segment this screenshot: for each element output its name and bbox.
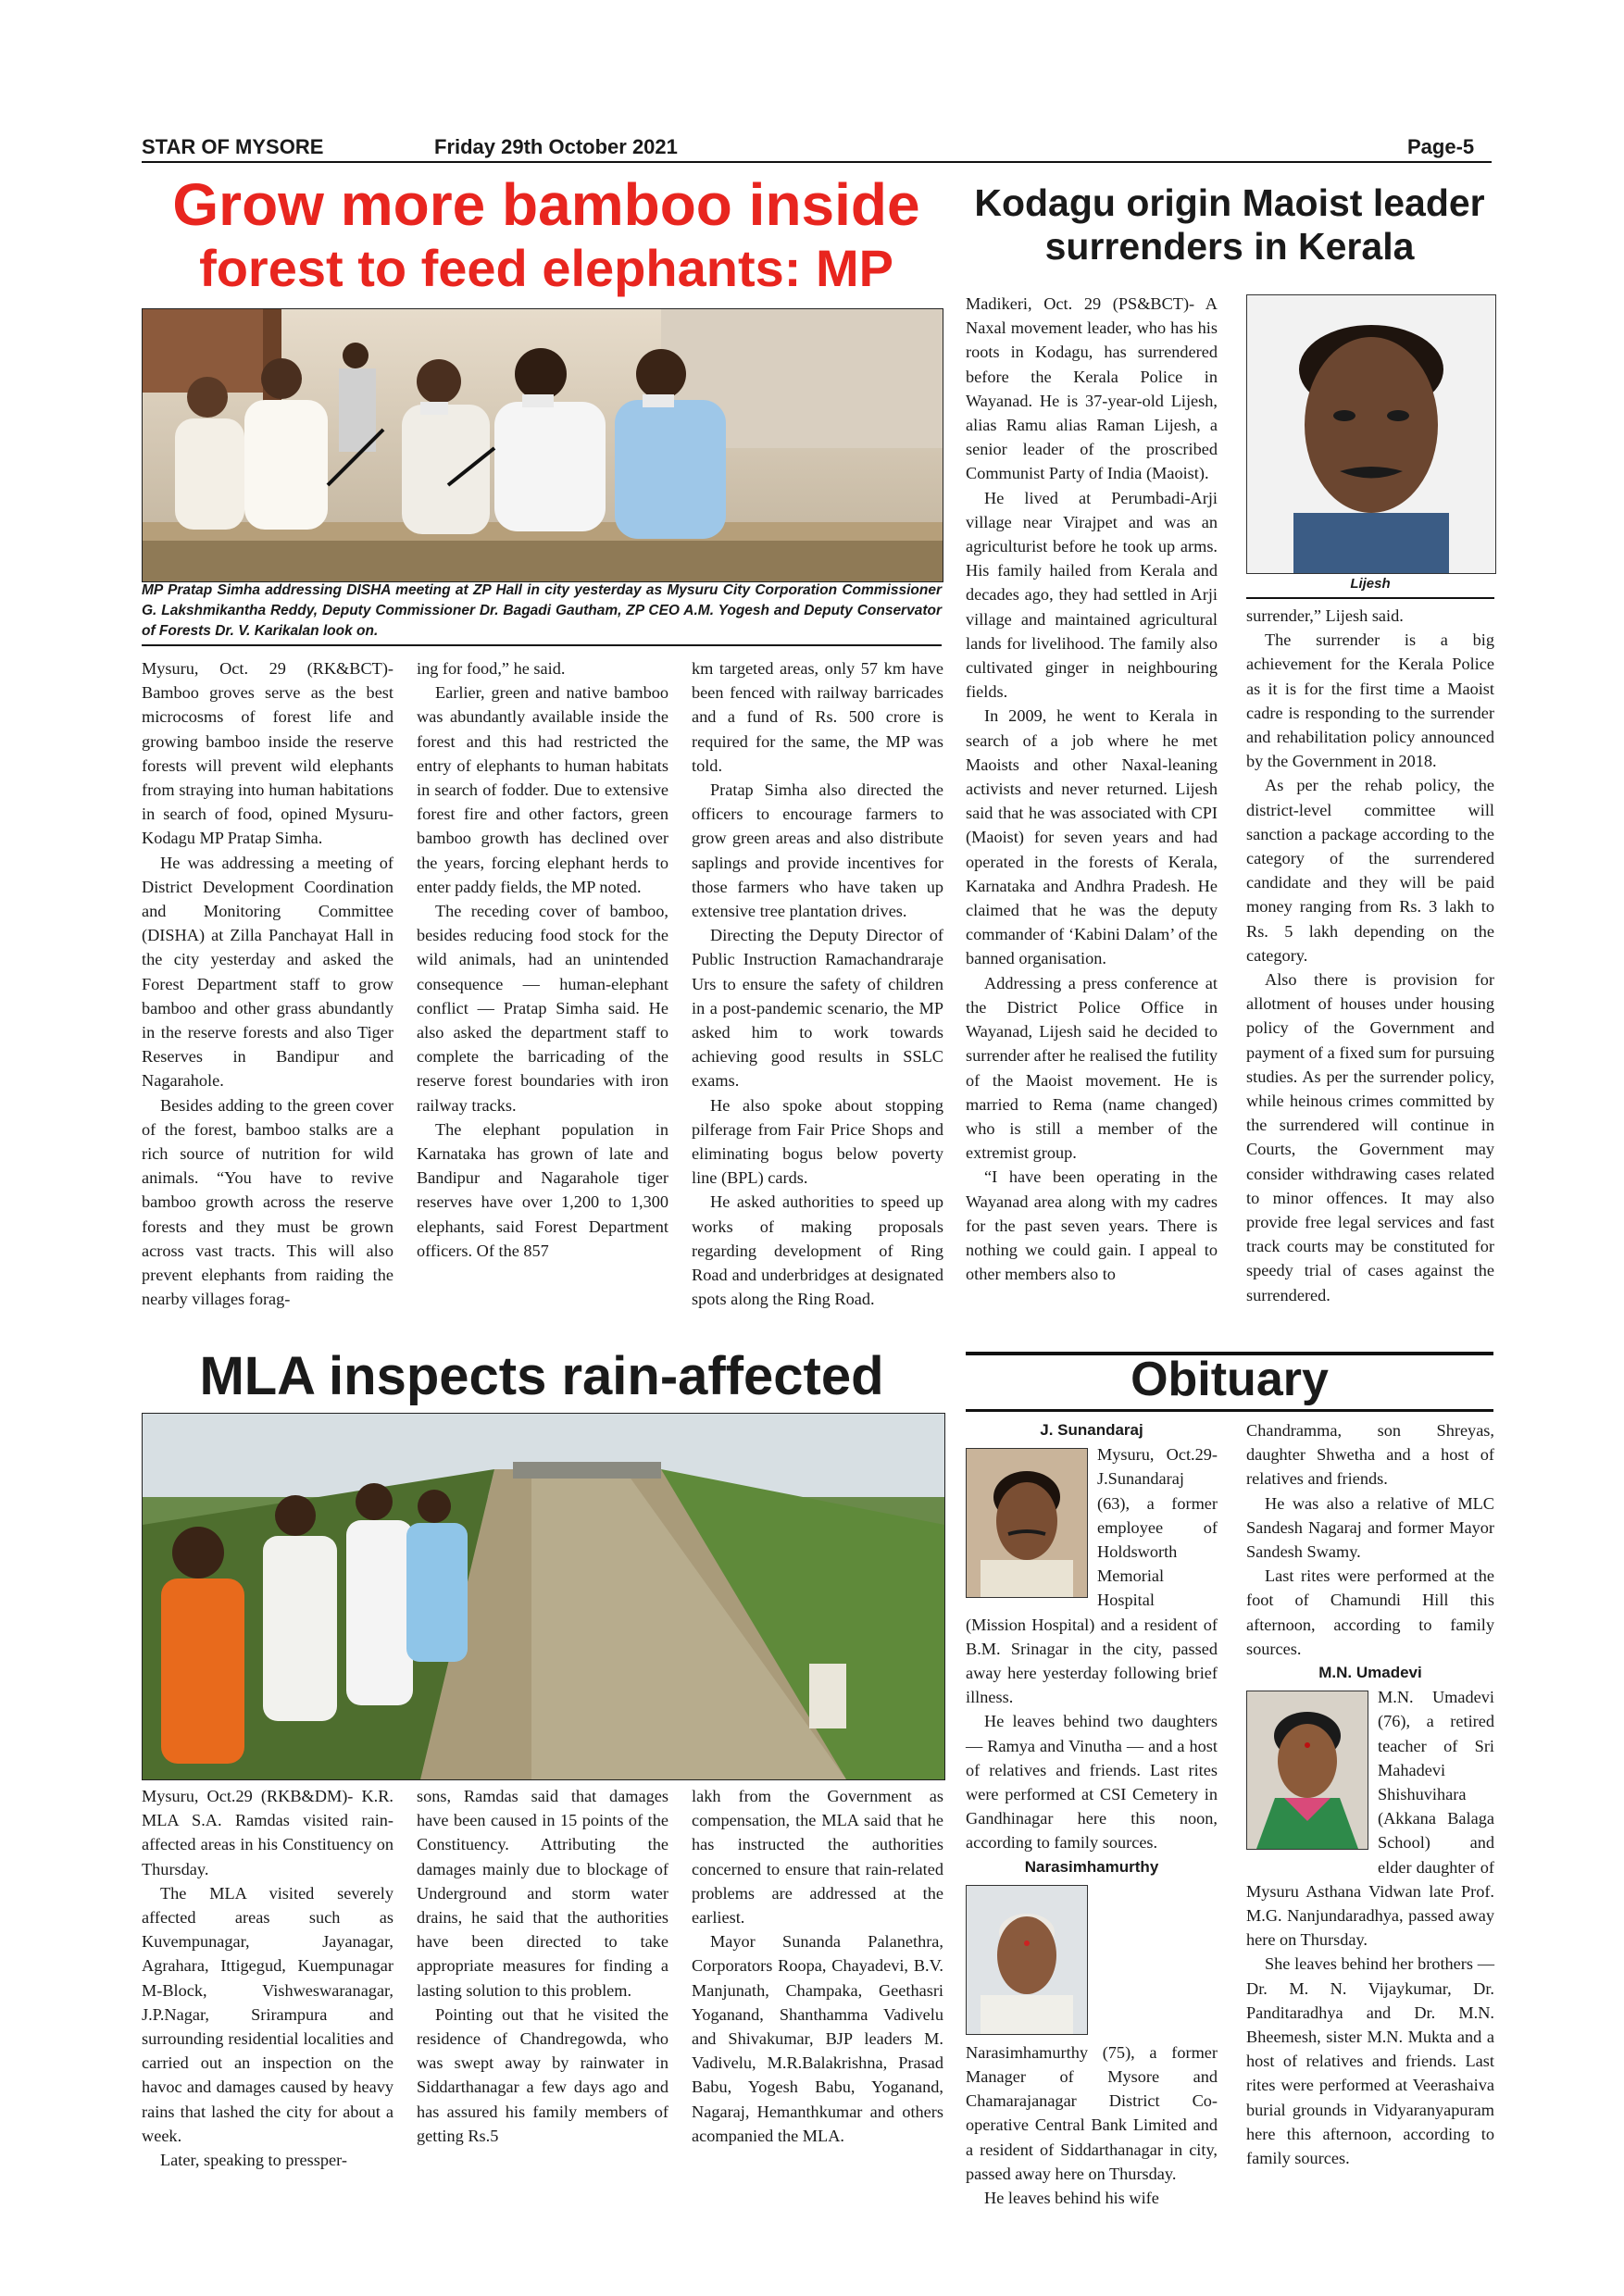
- paragraph: Also there is provision for allotment of houses under housing policy of the Government and payment of a fixed sum for pursuing studies. As per the surrender policy, while heinous crimes committed by the surrendered will continue in Courts, the Government may consider withdrawing cases related to minor offences. It may also provide free legal services and fast track courts may be constituted for speedy trial of cases against the surrendered.: [1246, 970, 1494, 1304]
- paragraph: km targeted areas, only 57 km have been fenced with railway barricades and a fund of Rs. 500 crore is required for the same, the MP was told.: [692, 659, 943, 775]
- paragraph: The MLA visited severely affected areas such as Kuvempunagar, Jayanagar, Agrahara, Ittigegud, Kuempunagar M-Block, Vishweswaranagar, J.P.Nagar, Srirampura and surrounding residential localities and carried out an inspection on the havoc and damages caused by heavy rains that lashed the city for about a week.: [142, 1883, 394, 2145]
- lijesh-caption-rule: [1246, 597, 1494, 599]
- caption-rule: [142, 644, 942, 646]
- obituary-rule: [966, 1409, 1493, 1412]
- paragraph: He asked authorities to speed up works of making proposals regarding development of Ring Road and underbridges at designated spots along the Ring Road.: [692, 1192, 943, 1309]
- masthead-rule: [142, 161, 1492, 163]
- paragraph: He lived at Perumbadi-Arji village near Virajpet and was an agriculturist before he took up arms. His family hailed from Kerala and decades ago, they had settled in Arji village and maintained agricultural lands for livelihood. The family also cultivated ginger in neighbouring fields.: [966, 488, 1218, 702]
- mla-column-1: [142, 1784, 394, 2172]
- bamboo-headline-line1: Grow more bamboo inside: [172, 171, 920, 238]
- paragraph: Narasimhamurthy (75), a former Manager of Mysore and Chamarajanagar District Co-operative Central Bank Limited and a resident of Siddarthanagar in city, passed away here on Thursday.: [966, 2042, 1218, 2183]
- bamboo-column-3: [692, 656, 943, 1311]
- mla-column-3: [692, 1784, 943, 2148]
- obituary-name: J. Sunandaraj: [1040, 1421, 1143, 1439]
- paragraph: Earlier, green and native bamboo was abundantly available inside the forest and this had restricted the entry of elephants to human habitats in search of fodder. Due to extensive forest fire and other factors, green bamboo growth has declined over the years, forcing elephant herds to enter paddy fields, the MP noted.: [417, 683, 668, 896]
- paragraph: Directing the Deputy Director of Public Instruction Ramachandraraje Urs to ensure the safety of children in a post-pandemic scenario, the MP asked him to work towards achieving good results in SSLC exams.: [692, 926, 943, 1091]
- lijesh-photo: [1246, 294, 1496, 574]
- bamboo-headline: [139, 171, 954, 298]
- narasimhamurthy-photo: [966, 1885, 1088, 2035]
- paragraph: surrender,” Lijesh said.: [1246, 606, 1404, 625]
- paragraph: Mysuru, Oct. 29 (RK&BCT)- Bamboo groves serve as the best microcosms of forest life and growing bamboo inside the reserve forests will prevent wild elephants from straying into human habitations in search of food, opined Mysuru-Kodagu MP Pratap Simha.: [142, 659, 394, 848]
- bamboo-photo-caption: MP Pratap Simha addressing DISHA meeting at ZP Hall in city yesterday as Mysuru City Corporation Commissioner G. Lakshmikantha Reddy, Deputy Commissioner Dr. Bagadi Gautham, ZP CEO A.M. Yogesh and Deputy Conservator of Forests Dr. V. Karikalan look on.: [142, 582, 942, 639]
- paragraph: Pratap Simha also directed the officers to encourage farmers to grow green areas and also distribute saplings and provide incentives for those farmers who have taken up extensive tree plantation drives.: [692, 780, 943, 921]
- paragraph: She leaves behind her brothers — Dr. M. N. Vijaykumar, Dr. Panditaradhya and Dr. M.N. Bheemesh, sister M.N. Mukta and a host of relatives and friends. Last rites were performed at Veerashaiva burial grounds in Vidyaranyapuram here this afternoon, according to family sources.: [1246, 1954, 1494, 2168]
- paragraph: Madikeri, Oct. 29 (PS&BCT)- A Naxal movement leader, who has his roots in Kodagu, has surrendered before the Kerala Police in Wayanad. He is 37-year-old Lijesh, alias Ramu alias Raman Lijesh, a senior leader of the proscribed Communist Party of India (Maoist).: [966, 294, 1218, 483]
- obituary-title: Obituary: [1131, 1353, 1329, 1406]
- paragraph: Addressing a press conference at the District Police Office in Wayanad, Lijesh said he decided to surrender after he realised the futility of the Maoist movement. He is married to Rema (name changed) who is still a member of the extremist group.: [966, 973, 1218, 1163]
- paragraph: The surrender is a big achievement for the Kerala Police as it is for the first time a Maoist cadre is responding to the surrender and rehabilitation policy announced by the Government in 2018.: [1246, 630, 1494, 771]
- obituary-name: M.N. Umadevi: [1318, 1664, 1422, 1682]
- page-number: Page-5: [1407, 135, 1475, 158]
- paragraph: Last rites were performed at the foot of Chamundi Hill this afternoon, according to family sources.: [1246, 1566, 1494, 1658]
- paragraph: He leaves behind two daughters — Ramya and Vinutha — and a host of relatives and friends. Last rites were performed at CSI Cemetery in Gandhinagar here this noon, according to family sources.: [966, 1712, 1218, 1853]
- paragraph: Mysuru, Oct.29- J.Sunandaraj (63), a former employee of Holdsworth Memorial Hospital (Mission Hospital) and a resident of B.M. Srinagar in the city, passed away here yesterday following brief illness.: [966, 1445, 1218, 1707]
- paragraph: sons, Ramdas said that damages have been caused in 15 points of the Constituency. Attributing the damages mainly due to blockage of Underground and storm water drains, he said that the authorities have been directed to take appropriate measures for finding a lasting solution to this problem.: [417, 1787, 668, 2000]
- paragraph: Mysuru, Oct.29 (RKB&DM)- K.R. MLA S.A. Ramdas visited rain-affected areas in his Constituency on Thursday.: [142, 1787, 394, 1878]
- paragraph: ing for food,” he said.: [417, 659, 566, 678]
- maoist-column-1: [966, 292, 1218, 1286]
- paragraph: The receding cover of bamboo, besides reducing food stock for the wild animals, had an unintended consequence — human-elephant conflict — Pratap Simha said. He also asked the department staff to complete the barricading of the reserve forest boundaries with iron railway tracks.: [417, 902, 668, 1115]
- disha-meeting-photo: [142, 308, 943, 582]
- bamboo-column-2: [417, 656, 668, 1263]
- paragraph: Mayor Sunanda Palanethra, Corporators Roopa, Chayadevi, B.V. Manjunath, Champaka, Geethasri Yoganand, Shanthamma Vadivelu and Shivakumar, BJP leaders M. Vadivelu, M.R.Balakrishna, Prasad Babu, Yogesh Babu, Yoganand, Nagaraj, Hemanthkumar and others acompanied the MLA.: [692, 1932, 943, 2145]
- paragraph: He was addressing a meeting of District Development Coordination and Monitoring Committee (DISHA) at Zilla Panchayat Hall in the city yesterday and asked the Forest Department staff to grow bamboo and other grass abundantly in the reserve forests and also Tiger Reserves in Bandipur and Nagarahole.: [142, 853, 394, 1091]
- paragraph: He was also a relative of MLC Sandesh Nagaraj and former Mayor Sandesh Swamy.: [1246, 1493, 1494, 1562]
- obituary-name: Narasimhamurthy: [1024, 1857, 1159, 1876]
- paragraph: Chandramma, son Shreyas, daughter Shwetha and a host of relatives and friends.: [1246, 1421, 1494, 1489]
- sunandaraj-photo: [966, 1448, 1088, 1598]
- paper-name: STAR OF MYSORE: [142, 135, 324, 158]
- paragraph: Besides adding to the green cover of the forest, bamboo stalks are a rich source of nutrition for wild animals. “You have to revive bamboo growth across the reserve forests and they must be grown across vast tracts. This will also prevent elephants from raiding the nearby villages forag-: [142, 1095, 394, 1309]
- paragraph: He also spoke about stopping pilferage from Fair Price Shops and eliminating bogus below poverty line (BPL) cards.: [692, 1095, 943, 1188]
- issue-date: Friday 29th October 2021: [434, 135, 678, 158]
- rain-inspection-photo: [142, 1413, 945, 1780]
- umadevi-photo: [1246, 1691, 1368, 1850]
- paragraph: Pointing out that he visited the residence of Chandregowda, who was swept away by rainwater in Siddarthanagar a few days ago and has assured his family members of getting Rs.5: [417, 2004, 668, 2145]
- lijesh-caption: Lijesh: [1350, 576, 1391, 592]
- obituary-column-2: [1246, 1418, 1494, 2170]
- bamboo-column-1: [142, 656, 394, 1311]
- maoist-headline: Kodagu origin Maoist leader surrenders in Kerala: [974, 181, 1485, 268]
- paragraph: The elephant population in Karnataka has grown of late and Bandipur and Nagarahole tiger reserves have over 1,200 to 1,300 elephants, said Forest Department officers. Of the 857: [417, 1119, 668, 1260]
- obituary-column-1: [966, 1418, 1218, 2210]
- paragraph: M.N. Umadevi (76), a retired teacher of Sri Mahadevi Shishuvihara (Akkana Balaga School) and elder daughter of Mysuru Asthana Vidwan late Prof. M.G. Nanjundaradhya, passed away here on Thursday.: [1246, 1688, 1494, 1950]
- paragraph: lakh from the Government as compensation, the MLA said that he has instructed the authorities concerned to ensure that rain-related problems are addressed at the earliest.: [692, 1787, 943, 1928]
- paragraph: “I have been operating in the Wayanad area along with my cadres for the past seven years. There is nothing we could gain. I appeal to other members also to: [966, 1167, 1218, 1284]
- mla-headline: MLA inspects rain-affected: [199, 1346, 884, 1406]
- paragraph: In 2009, he went to Kerala in search of a job where he met Maoists and other Naxal-leaning activists and never returned. Lijesh said that he was associated with CPI (Maoist) for seven years and had operated in the forests of Kerala, Karnataka and Andhra Pradesh. He claimed that he was the deputy commander of ‘Kabini Dalam’ of the banned organisation.: [966, 706, 1218, 968]
- paragraph: As per the rehab policy, the district-level committee will sanction a package according to the category of the surrendered candidate and they will be paid money ranging from Rs. 3 lakh to Rs. 5 lakh depending on the category.: [1246, 776, 1494, 965]
- paragraph: Later, speaking to pressper-: [160, 2151, 347, 2170]
- mla-column-2: [417, 1784, 668, 2148]
- bamboo-headline-line2: forest to feed elephants: MP: [199, 239, 893, 298]
- paragraph: He leaves behind his wife: [984, 2189, 1159, 2208]
- maoist-column-2: [1246, 604, 1494, 1307]
